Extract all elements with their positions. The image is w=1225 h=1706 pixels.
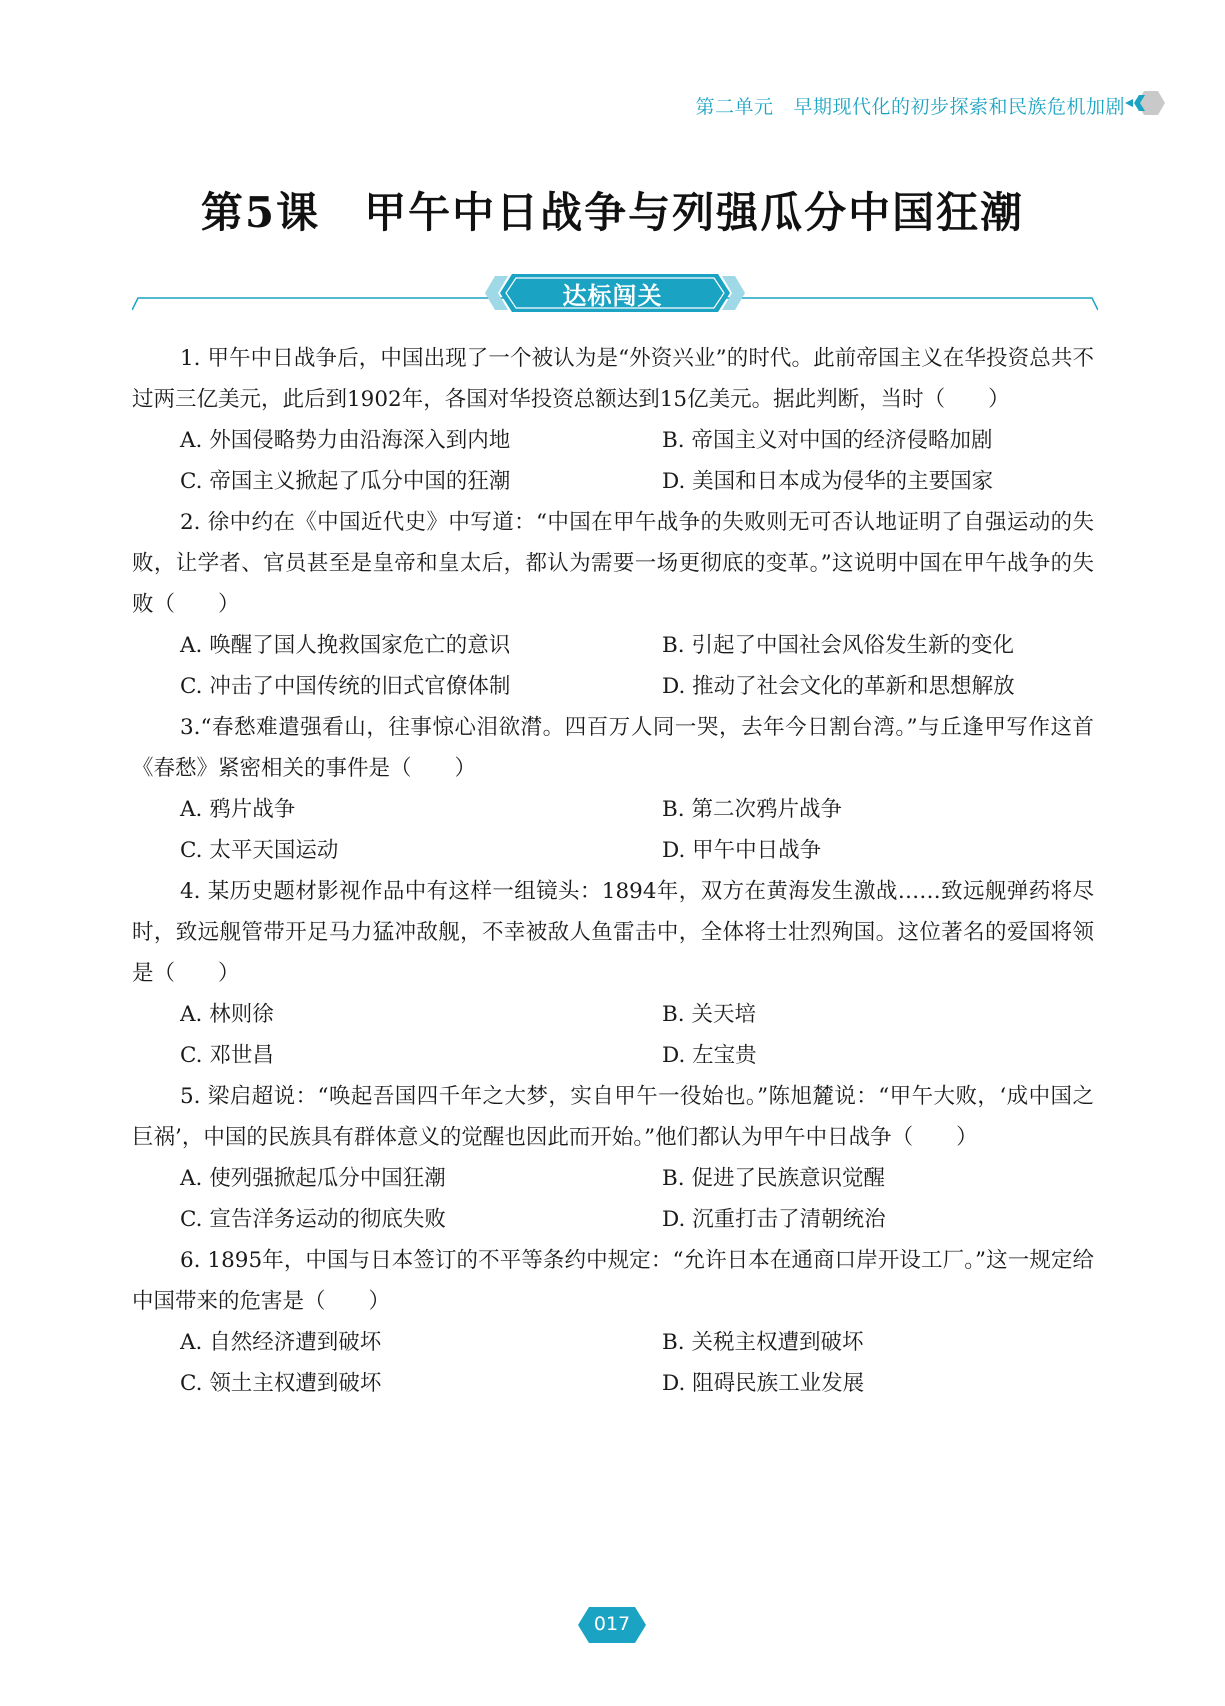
option-a[interactable]: A. 自然经济遭到破坏 [180, 1330, 382, 1355]
option-c[interactable]: C. 邓世昌 [180, 1043, 274, 1068]
option-d[interactable]: D. 美国和日本成为侵华的主要国家 [662, 469, 994, 494]
option-c[interactable]: C. 宣告洋务运动的彻底失败 [180, 1207, 446, 1232]
lesson-number: 第5课 [200, 188, 321, 237]
option-a[interactable]: A. 鸦片战争 [180, 797, 296, 822]
option-c[interactable]: C. 冲击了中国传统的旧式官僚体制 [180, 674, 511, 699]
question-stem: 5. 梁启超说：“唤起吾国四千年之大梦，实自甲午一役始也。”陈旭麓说：“甲午大败，‘成中国之巨祸’，中国的民族具有群体意义的觉醒也因此而开始。”他们都认为甲午中日战争（ ） [132, 1084, 1094, 1150]
question-list [132, 338, 1094, 1404]
option-a[interactable]: A. 林则徐 [180, 1002, 274, 1027]
option-b[interactable]: B. 第二次鸦片战争 [662, 797, 842, 822]
option-d[interactable]: D. 左宝贵 [662, 1043, 757, 1068]
option-b[interactable]: B. 关天培 [662, 1002, 756, 1027]
page-number: 017 [593, 1613, 631, 1635]
option-b[interactable]: B. 帝国主义对中国的经济侵略加剧 [662, 428, 993, 453]
option-grid [132, 625, 1094, 707]
option-a[interactable]: A. 外国侵略势力由沿海深入到内地 [180, 428, 511, 453]
option-grid [132, 1158, 1094, 1240]
option-a[interactable]: A. 唤醒了国人挽救国家危亡的意识 [180, 633, 511, 658]
header-unit-number: 第二单元 [695, 96, 774, 118]
question-item [132, 1076, 1094, 1240]
question-stem: 2. 徐中约在《中国近代史》中写道：“中国在甲午战争的失败则无可否认地证明了自强运动的失败，让学者、官员甚至是皇帝和皇太后，都认为需要一场更彻底的变革。”这说明中国在甲午战争的失败（ ） [132, 510, 1094, 617]
question-item [132, 707, 1094, 871]
option-b[interactable]: B. 关税主权遭到破坏 [662, 1330, 864, 1355]
running-header [695, 92, 1125, 119]
option-b[interactable]: B. 促进了民族意识觉醒 [662, 1166, 885, 1191]
option-b[interactable]: B. 引起了中国社会风俗发生新的变化 [662, 633, 1014, 658]
header-hexagon-icon [1123, 88, 1167, 118]
question-stem: 6. 1895年，中国与日本签订的不平等条约中规定：“允许日本在通商口岸开设工厂。”这一规定给中国带来的危害是（ ） [132, 1248, 1094, 1314]
option-c[interactable]: C. 帝国主义掀起了瓜分中国的狂潮 [180, 469, 511, 494]
option-grid [132, 420, 1094, 502]
question-stem: 1. 甲午中日战争后，中国出现了一个被认为是“外资兴业”的时代。此前帝国主义在华投资总共不过两三亿美元，此后到1902年，各国对华投资总额达到15亿美元。据此判断，当时（ ） [132, 346, 1094, 412]
option-d[interactable]: D. 甲午中日战争 [662, 838, 822, 863]
question-item [132, 338, 1094, 502]
question-stem: 3.“春愁难遣强看山，往事惊心泪欲潸。四百万人同一哭，去年今日割台湾。”与丘逢甲写作这首《春愁》紧密相关的事件是（ ） [132, 715, 1094, 781]
section-label: 达标闯关 [562, 282, 663, 310]
option-a[interactable]: A. 使列强掀起瓜分中国狂潮 [180, 1166, 446, 1191]
option-d[interactable]: D. 推动了社会文化的革新和思想解放 [662, 674, 1015, 699]
option-grid [132, 1322, 1094, 1404]
option-grid [132, 789, 1094, 871]
lesson-title [0, 180, 1225, 240]
question-item [132, 871, 1094, 1076]
lesson-name: 甲午中日战争与列强瓜分中国狂潮 [364, 188, 1025, 237]
option-c[interactable]: C. 领土主权遭到破坏 [180, 1371, 382, 1396]
option-c[interactable]: C. 太平天国运动 [180, 838, 339, 863]
question-item [132, 502, 1094, 707]
header-unit-title: 早期现代化的初步探索和民族危机加剧 [793, 96, 1125, 118]
question-stem: 4. 某历史题材影视作品中有这样一组镜头：1894年，双方在黄海发生激战……致远舰弹药将尽时，致远舰管带开足马力猛冲敌舰，不幸被敌人鱼雷击中，全体将士壮烈殉国。这位著名的爱国将领是（ ） [132, 879, 1094, 986]
option-d[interactable]: D. 阻碍民族工业发展 [662, 1371, 865, 1396]
option-grid [132, 994, 1094, 1076]
option-d[interactable]: D. 沉重打击了清朝统治 [662, 1207, 886, 1232]
question-item [132, 1240, 1094, 1404]
